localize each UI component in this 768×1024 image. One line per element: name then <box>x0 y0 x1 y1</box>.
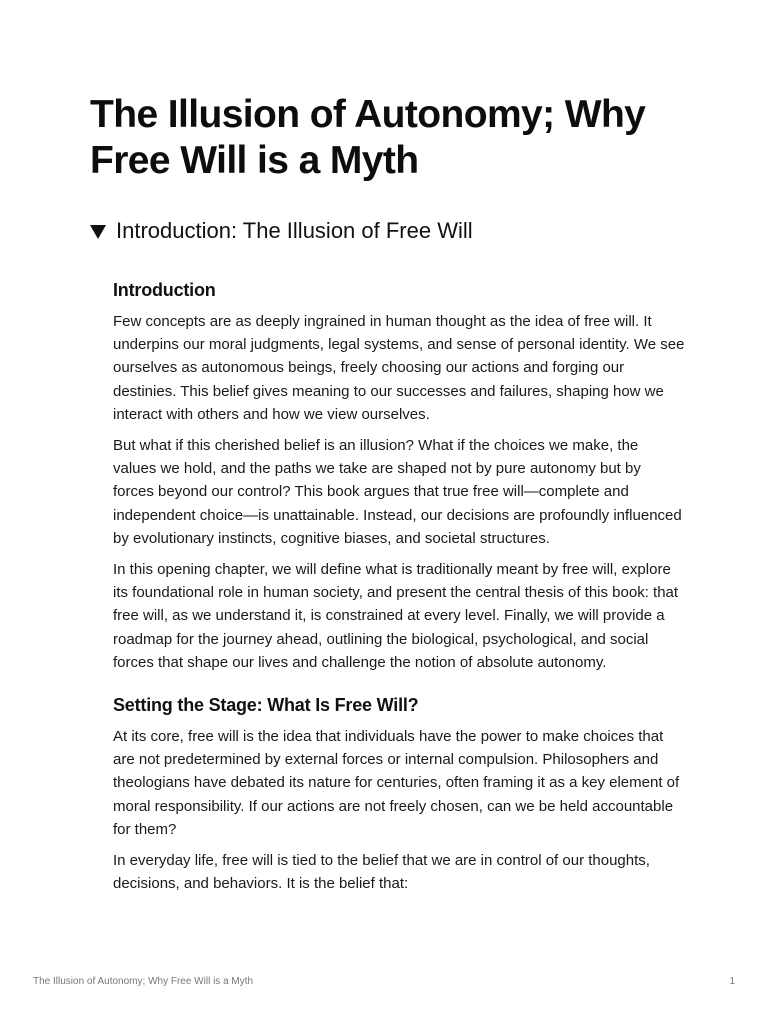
document-title: The Illusion of Autonomy; Why Free Will is a Myth <box>90 93 646 182</box>
chapter-toggle[interactable] <box>90 216 690 246</box>
footer-page-number: 1 <box>729 976 735 987</box>
paragraph: In this opening chapter, we will define what is traditionally meant by free will, explore its foundational role in human society, and present the central thesis of this book: that free will, as we understand it, is constrained at every level. Finally, we will provide a roadmap for the journey ahead, outlining the biological, psychological, and social forces that shape our lives and challenge the notion of absolute autonomy. <box>113 561 679 671</box>
chapter-content <box>113 278 685 895</box>
section-heading-setting-the-stage: Setting the Stage: What Is Free Will? <box>113 695 419 716</box>
paragraph: In everyday life, free will is tied to the belief that we are in control of our thoughts, decisions, and behaviors. It is the belief that: <box>113 852 650 893</box>
paragraph: Few concepts are as deeply ingrained in human thought as the idea of free will. It underpins our moral judgments, legal systems, and sense of personal identity. We see ourselves as autonomous beings, freely choosing our actions and forging our destinies. This belief gives meaning to our successes and failures, shaping how we interact with others and how we view ourselves. <box>113 313 685 423</box>
paragraph: At its core, free will is the idea that individuals have the power to make choices that are not predetermined by external forces or internal compulsion. Philosophers and theologians have debated its nature for centuries, often framing it as a key element of moral responsibility. If our actions are not freely chosen, can we be held accountable for them? <box>113 728 680 838</box>
chapter-title: Introduction: The Illusion of Free Will <box>116 218 473 243</box>
paragraph: But what if this cherished belief is an illusion? What if the choices we make, the values we hold, and the paths we take are shaped not by pure autonomy but by forces beyond our control? This book argues that true free will—complete and independent choice—is unattainable. Instead, our decisions are profoundly influenced by evolutionary instincts, cognitive biases, and societal structures. <box>113 437 682 547</box>
document-page <box>90 92 690 895</box>
triangle-down-icon[interactable] <box>90 225 106 239</box>
section-heading-introduction: Introduction <box>113 280 216 300</box>
footer-document-title: The Illusion of Autonomy; Why Free Will is a Myth <box>33 976 254 987</box>
